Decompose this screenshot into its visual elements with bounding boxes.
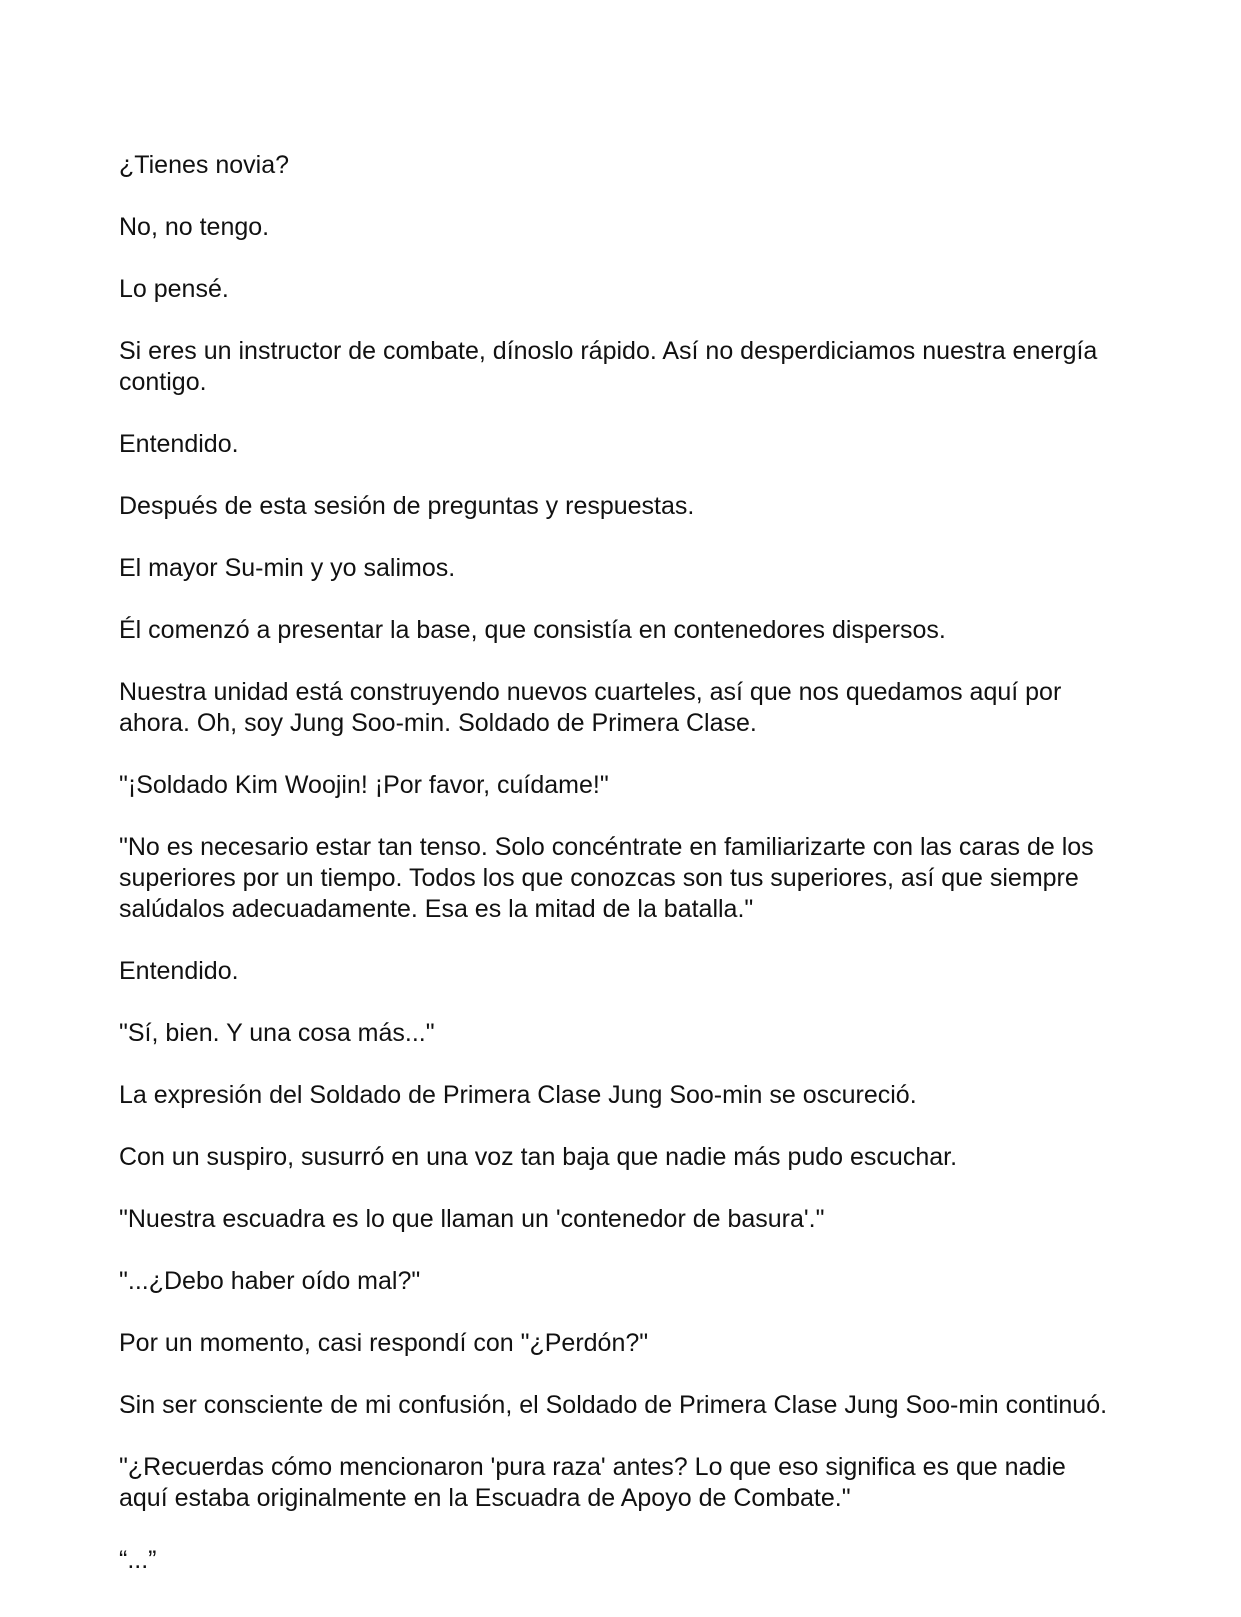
paragraph: "Nuestra escuadra es lo que llaman un 'contenedor de basura'." — [119, 1205, 825, 1233]
paragraph: Entendido. — [119, 957, 239, 985]
paragraph: "Sí, bien. Y una cosa más..." — [119, 1019, 435, 1047]
paragraph: "No es necesario estar tan tenso. Solo concéntrate en familiarizarte con las caras de los superiores por un tiempo. Todos los que conozcas son tus superiores, así que siempre salúdalos adecuadamente. Esa es la mitad de la batalla." — [119, 833, 1094, 923]
paragraph: Si eres un instructor de combate, dínoslo rápido. Así no desperdiciamos nuestra energía contigo. — [119, 337, 1098, 396]
paragraph: ¿Tienes novia? — [119, 151, 289, 179]
paragraph: "¡Soldado Kim Woojin! ¡Por favor, cuídame!" — [119, 771, 609, 799]
paragraph: Entendido. — [119, 430, 239, 458]
paragraph: Nuestra unidad está construyendo nuevos cuarteles, así que nos quedamos aquí por ahora. Oh, soy Jung Soo-min. Soldado de Primera Clase. — [119, 678, 1062, 737]
paragraph: "...¿Debo haber oído mal?" — [119, 1267, 421, 1295]
paragraph: “...” — [119, 1546, 157, 1574]
paragraph: Sin ser consciente de mi confusión, el Soldado de Primera Clase Jung Soo-min continuó. — [119, 1391, 1108, 1419]
paragraph: El mayor Su-min y yo salimos. — [119, 554, 456, 582]
paragraph: Por un momento, casi respondí con "¿Perdón?" — [119, 1329, 649, 1357]
paragraph: No, no tengo. — [119, 213, 270, 241]
paragraph: Después de esta sesión de preguntas y respuestas. — [119, 492, 695, 520]
paragraph: Lo pensé. — [119, 275, 229, 303]
paragraph: Él comenzó a presentar la base, que consistía en contenedores dispersos. — [119, 616, 946, 644]
paragraph: "¿Recuerdas cómo mencionaron 'pura raza' antes? Lo que eso significa es que nadie aquí estaba originalmente en la Escuadra de Apoyo de Combate." — [119, 1453, 1066, 1512]
paragraph: Con un suspiro, susurró en una voz tan baja que nadie más pudo escuchar. — [119, 1143, 958, 1171]
document-body — [119, 150, 1119, 1607]
paragraph: La expresión del Soldado de Primera Clase Jung Soo-min se oscureció. — [119, 1081, 917, 1109]
